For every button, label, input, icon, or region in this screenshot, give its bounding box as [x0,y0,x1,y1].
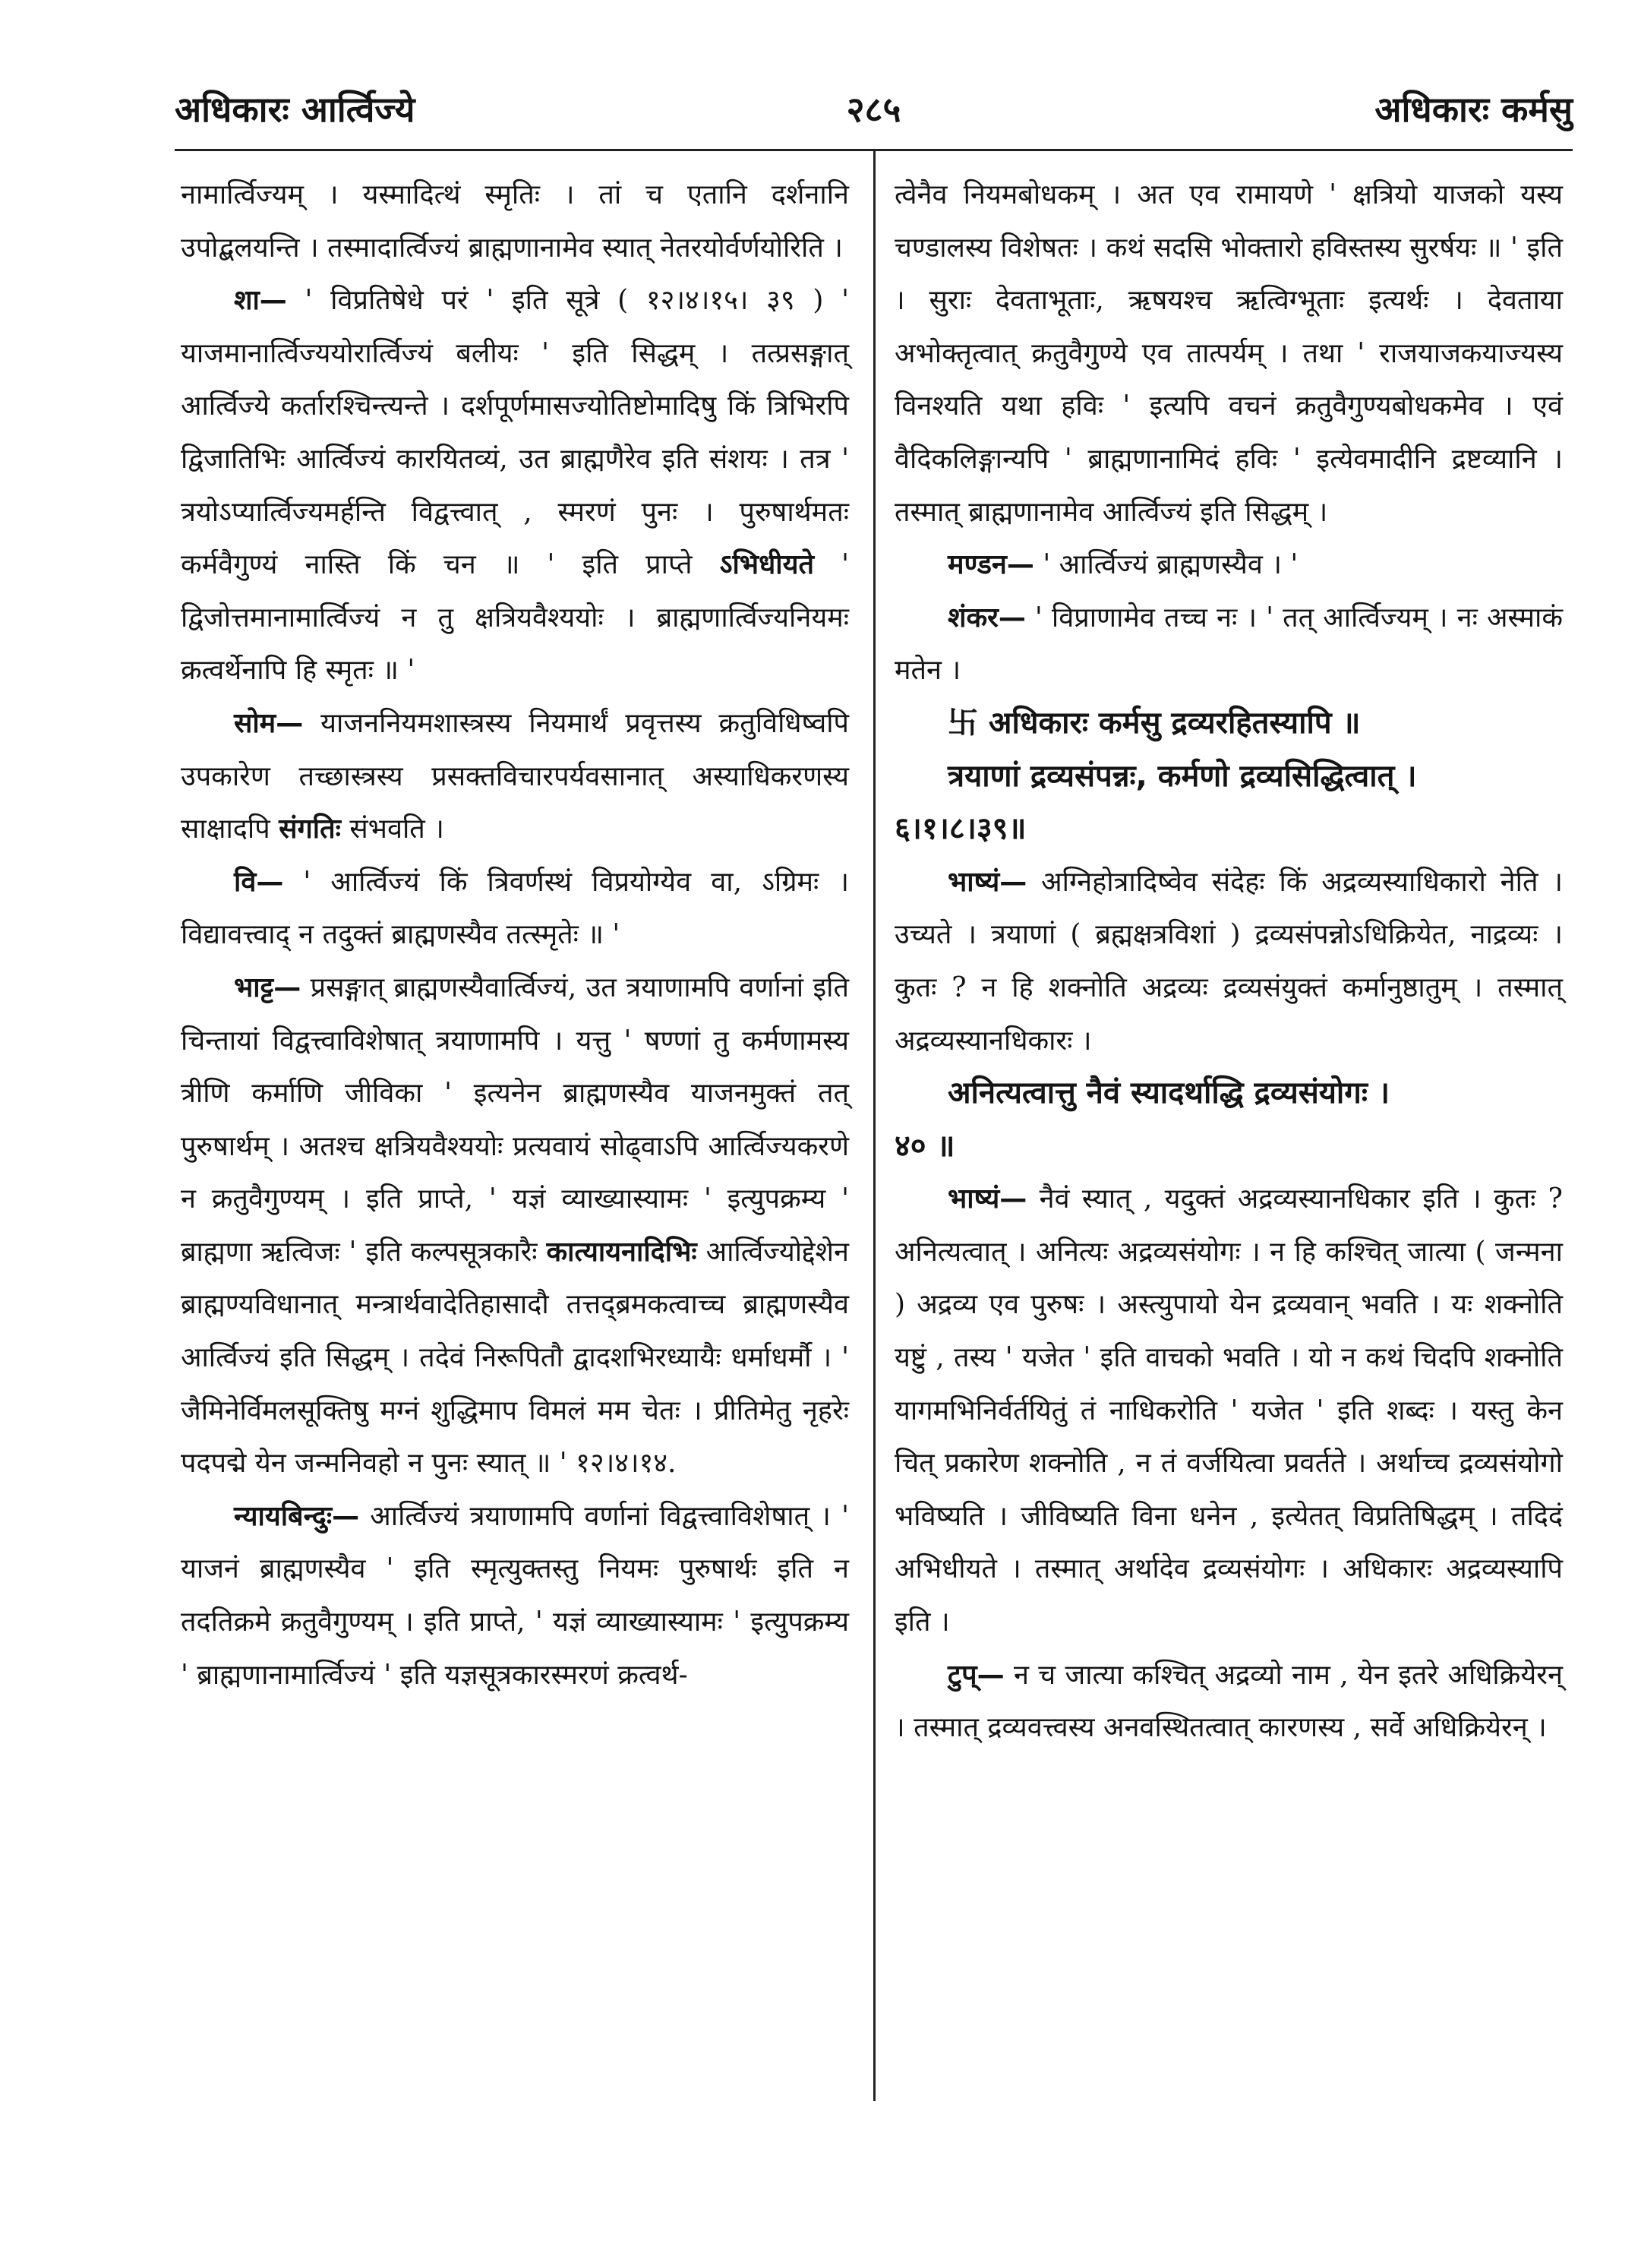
page-number: २८५ [846,89,901,130]
header-left-title: अधिकारः आर्त्विज्ये [175,89,415,130]
running-header [175,85,1573,146]
commentary-label: न्यायबिन्दुः— [234,1500,360,1532]
paragraph-text: याजननियमशास्त्रस्य नियमार्थं प्रवृत्तस्य क्रतुविधिष्वपि उपकारेण तच्छास्त्रस्य प्रसक्तविचारपर्यवसानात् अस्याधिकरणस्य साक्षादपि [181,707,849,845]
left-column [181,169,849,1701]
paragraph-text: अग्निहोत्रादिष्वेव संदेहः किं अद्रव्यस्याधिकारो नेति । उच्यते । त्रयाणां ( ब्रह्मक्षत्रविशां ) द्रव्यसंपन्नोऽधिक्रियेत, नाद्रव्यः । कुतः ? न हि शक्नोति अद्रव्यः द्रव्यसंयुक्तं कर्मानुष्ठातुम् । तस्मात् अद्रव्यस्यानधिकारः । [895,866,1563,1057]
commentary-label: सोम— [234,707,304,739]
paragraph: त्वेनैव नियमबोधकम् । अत एव रामायणे ' क्षत्रियो याजको यस्य चण्डालस्य विशेषतः । कथं सदसि भोक्तारो हविस्तस्य सुरर्षयः ॥ ' इति । सुराः देवताभूताः, ऋषयश्च ऋत्विग्भूताः इत्यर्थः । देवताया अभोक्तृत्वात् क्रतुवैगुण्ये एव तात्पर्यम् । तथा ' राजयाजकयाज्यस्य विनश्यति यथा हविः ' इत्यपि वचनं क्रतुवैगुण्यबोधकमेव । एवं वैदिकलिङ्गान्यपि ' ब्राह्मणानामिदं हविः ' इत्येवमादीनि द्रष्टव्यानि । तस्मात् ब्राह्मणानामेव आर्त्विज्यं इति सिद्धम् । [895,179,1563,528]
paragraph [181,274,849,697]
paragraph-text: प्रसङ्गात् ब्राह्मणस्यैवार्त्विज्यं, उत त्रयाणामपि वर्णानां इति चिन्तायां विद्वत्त्वाविशेषात् त्रयाणामपि । यत्तु ' षण्णां तु कर्मणामस्य त्रीणि कर्माणि जीविका ' इत्यनेन ब्राह्मणस्यैव याजनमुक्तं तत् पुरुषार्थम् । अतश्च क्षत्रियवैश्ययोः प्रत्यवायं सोढ्वाऽपि आर्त्विज्यकरणे न क्रतुवैगुण्यम् । इति प्राप्ते, ' यज्ञं व्याख्यास्यामः ' इत्युपक्रम्य ' ब्राह्मणा ऋत्विजः ' इति कल्पसूत्रकारैः [181,971,849,1268]
commentary-label: शंकर— [948,602,1026,633]
sutra [895,750,1563,804]
paragraph [895,539,1563,592]
paragraph [895,1649,1563,1755]
paragraph-text: नैवं स्यात् , यदुक्तं अद्रव्यस्यानधिकार इति । कुतः ? अनित्यत्वात् । अनित्यः अद्रव्यसंयोगः । न हि कश्चित् जात्या ( जन्मना ) अद्रव्य एव पुरुषः । अस्त्युपायो येन द्रव्यवान् भवति । यः शक्नोति यष्टुं , तस्य ' यजेत ' इति वाचको भवति । यो न कथं चिदपि शक्नोति यागमभिनिर्वर्तयितुं तं नाधिकरोति ' यजेत ' इति शब्दः । यस्तु केन चित् प्रकारेण शक्नोति , न तं वर्जयित्वा प्रवर्तते । अर्थाच्च द्रव्यसंयोगो भविष्यति । जीविष्यति विना धनेन , इत्येतत् विप्रतिषिद्धम् । तदिदं अभिधीयते । तस्मात् अर्थादेव द्रव्यसंयोगः । अधिकारः अद्रव्यस्यापि इति । [895,1183,1563,1638]
commentary-label: वि— [234,866,284,898]
emphasis-text: संगतिः [279,813,341,845]
paragraph-text: ' विप्राणामेव तच्च नः । ' तत् आर्त्विज्यम् । नः अस्माकं मतेन । [895,602,1563,687]
column-divider [873,149,876,2101]
paragraph: नामार्त्विज्यम् । यस्मादित्थं स्मृतिः । तां च एतानि दर्शनानि उपोद्बलयन्ति । तस्मादार्त्विज्यं ब्राह्मणानामेव स्यात् नेतरयोर्वर्णयोरिति । [181,179,849,264]
paragraph [895,856,1563,1067]
paragraph-text: ' आर्त्विज्यं किं त्रिवर्णस्थं विप्रयोग्येव वा, ऽग्रिमः । विद्यावत्त्वाद् न तदुक्तं ब्राह्मणस्यैव तत्स्मृतेः ॥ ' [181,866,849,951]
paragraph-text: आर्त्विज्योद्देशेन ब्राह्मण्यविधानात् मन्त्रार्थवादेतिहासादौ तत्तद्ब्रमकत्वाच्च ब्राह्मणस्यैव आर्त्विज्यं इति सिद्धम् । तदेवं निरूपितौ द्वादशभिरध्यायैः धर्माधर्मौ । ' जैमिनेर्विमलसूक्तिषु मग्नं शुद्धिमाप विमलं मम चेतः । प्रीतिमेतु नृहरेः पदपद्मे येन जन्मनिवहो न पुनः स्यात् ॥ ' १२।४।१४. [181,1236,849,1480]
sutra [895,1067,1563,1120]
commentary-label: मण्डन— [948,549,1034,581]
paragraph-text: आर्त्विज्यं त्रयाणामपि वर्णानां विद्वत्त्वाविशेषात् । ' याजनं ब्राह्मणस्यैव ' इति स्मृत्युक्तस्तु नियमः पुरुषार्थः इति न तदतिक्रमे क्रतुवैगुण्यम् । इति प्राप्ते, ' यज्ञं व्याख्यास्यामः ' इत्युपक्रम्य ' ब्राह्मणानामार्त्विज्यं ' इति यज्ञसूत्रकारस्मरणं क्रत्वर्थ- [181,1500,849,1691]
emphasis-text: कात्यायनादिभिः [546,1236,697,1268]
sutra-number: ४० ॥ [895,1128,955,1164]
commentary-label: टुप्— [948,1659,1005,1691]
paragraph [181,1490,849,1701]
paragraph-text: ' विप्रतिषेधे परं ' इति सूत्रे ( १२।४।१५। ३९ ) ' याजमानार्त्विज्ययोरार्त्विज्यं बलीयः ' इति सिद्धम् । तत्प्रसङ्गात् आर्त्विज्ये कर्तारश्चिन्त्यन्ते । दर्शपूर्णमासज्योतिष्टोमादिषु किं त्रिभिरपि द्विजातिभिः आर्त्विज्यं कारयितव्यं, उत ब्राह्मणैरेव इति संशयः । तत्र ' त्रयोऽप्यार्त्विज्यमर्हन्ति विद्वत्त्वात् , स्मरणं पुनः । पुरुषार्थमतः कर्मवैगुण्यं नास्ति किं चन ॥ ' इति प्राप्ते [181,285,849,581]
swastika-icon: 卐 [948,705,978,741]
paragraph [181,856,849,962]
commentary-label: भाट्ट— [234,971,301,1003]
paragraph [181,697,849,856]
emphasis-text: ऽभिधीयते [719,549,814,581]
sutra-number: ६।१।८।३९॥ [895,811,1027,847]
paragraph-text: ' द्विजोत्तमानामार्त्विज्यं न तु क्षत्रियवैश्ययोः । ब्राह्मणार्त्विज्यनियमः क्रत्वर्थेनापि हि स्मृतः ॥ ' [181,549,849,687]
sutra-text: त्रयाणां द्रव्यसंपन्नः, कर्मणो द्रव्यसिद्धित्वात् । [948,758,1417,794]
right-column [895,169,1563,1755]
commentary-label: भाष्यं— [948,866,1027,898]
heading-text: अधिकारः कर्मसु द्रव्यरहितस्यापि ॥ [978,705,1361,741]
paragraph-text: संभवति । [340,813,444,845]
paragraph [181,962,849,1490]
sutra-text: अनित्यत्वात्तु नैवं स्यादर्थाद्धि द्रव्यसंयोगः । [948,1076,1390,1111]
commentary-label: शा— [234,285,287,317]
paragraph-text: न च जात्या कश्चित् अद्रव्यो नाम , येन इतरे अधिक्रियेरन् । तस्मात् द्रव्यवत्त्वस्य अनवस्थितत्वात् कारणस्य , सर्वे अधिक्रियेरन् । [895,1659,1563,1744]
header-right-title: अधिकारः कर्मसु [1374,89,1573,130]
paragraph [895,592,1563,697]
commentary-label: भाष्यं— [948,1183,1027,1215]
adhikarana-heading [895,697,1563,750]
paragraph [895,1173,1563,1648]
paragraph-text: ' आर्त्विज्यं ब्राह्मणस्यैव । ' [1034,549,1299,581]
